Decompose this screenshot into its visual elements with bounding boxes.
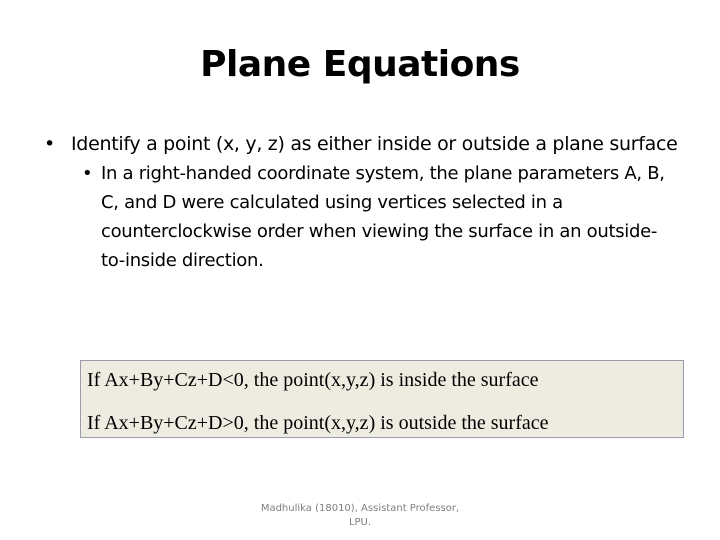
footer xyxy=(240,502,480,530)
bullet-level-1 xyxy=(44,130,694,159)
bullet-level-1-text: Identify a point (x, y, z) as either inside or outside a plane surface xyxy=(71,133,678,155)
inside-condition: If Ax+By+Cz+D<0, the point(x,y,z) is inside the surface xyxy=(87,369,539,391)
footer-line-1: Madhulika (18010), Assistant Professor, xyxy=(260,503,460,514)
bullet-level-2-text: In a right-handed coordinate system, the plane parameters A, B, C, and D were calculated using vertices selected in a counterclockwise order when viewing the surface in an outside-to-inside direction. xyxy=(101,163,665,271)
sub-bullet-dot-icon: • xyxy=(82,163,93,184)
bullet-level-2 xyxy=(74,159,681,275)
bullet-dot-icon: • xyxy=(44,133,55,155)
bullet-list xyxy=(44,130,694,275)
slide-title: Plane Equations xyxy=(200,44,520,85)
outside-condition: If Ax+By+Cz+D>0, the point(x,y,z) is outside the surface xyxy=(87,412,549,434)
footer-line-2: LPU. xyxy=(348,517,372,528)
condition-box xyxy=(80,360,684,438)
